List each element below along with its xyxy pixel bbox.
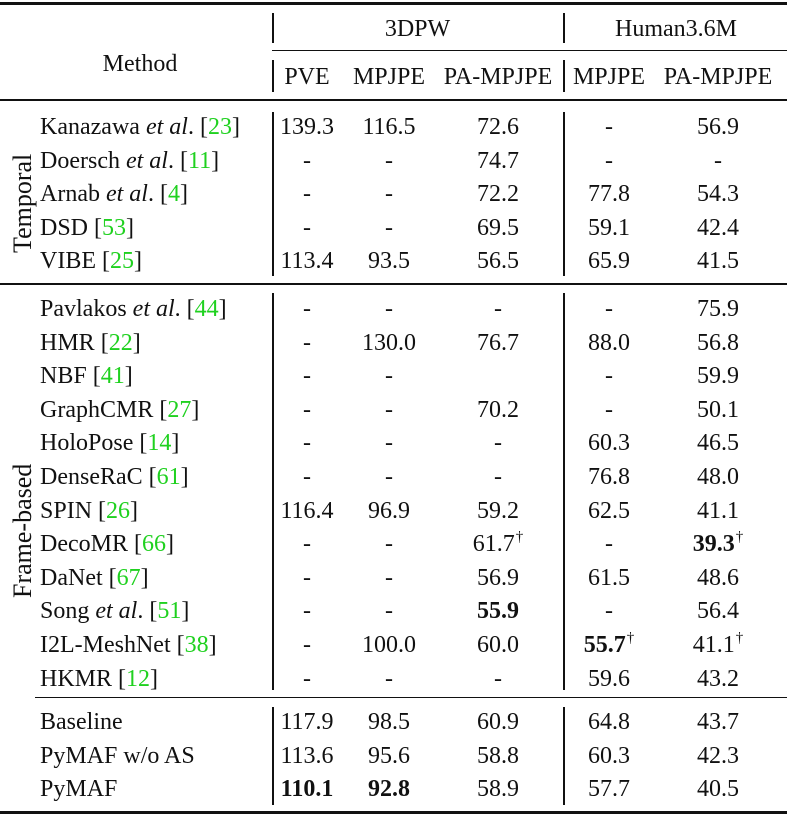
value-cell: 55.9: [477, 598, 519, 625]
method-name: Doersch et al. [11]: [40, 147, 220, 174]
method-name: GraphCMR [27]: [40, 396, 200, 423]
header-divider-2: [563, 13, 565, 43]
et-al: et al: [132, 296, 175, 322]
value-cell: 117.9: [280, 709, 334, 735]
et-al: et al: [105, 181, 148, 208]
col-header-pve: PVE: [284, 64, 330, 90]
method-name: HoloPose [14]: [40, 430, 180, 457]
value-cell: -: [303, 598, 311, 625]
method-label: HoloPose: [40, 430, 134, 457]
citation-link[interactable]: 22: [108, 329, 133, 356]
value-cell: 116.5: [362, 114, 416, 140]
value-cell: 56.4: [697, 598, 739, 625]
method-name: SPIN [26]: [40, 497, 139, 524]
value-cell: 76.7: [477, 329, 519, 356]
dataset-header-3dpw: 3DPW: [384, 16, 451, 42]
value-cell: 113.6: [280, 742, 334, 769]
value-cell: -: [303, 564, 311, 591]
method-name: Song et al. [51]: [40, 598, 190, 625]
group-label-temporal: Temporal: [8, 153, 37, 253]
value-cell: -: [303, 181, 311, 208]
method-name: HKMR [12]: [40, 665, 159, 692]
value-cell: -: [385, 531, 393, 558]
dagger-mark: †: [515, 529, 524, 546]
value-cell: 58.8: [477, 742, 519, 769]
dataset-header-rule: [272, 50, 787, 51]
value-cell: 57.7: [588, 776, 630, 803]
header-divider-1: [272, 13, 274, 43]
value-cell: 98.5: [368, 709, 410, 735]
method-label: Arnab: [40, 181, 100, 208]
value-cell: 59.1: [588, 214, 630, 241]
value-cell: 100.0: [362, 632, 416, 658]
value-cell: 96.9: [368, 497, 410, 524]
value-cell: -: [385, 430, 393, 457]
value-cell: 77.8: [588, 181, 630, 208]
value-cell: -: [385, 296, 393, 322]
value-cell: 76.8: [588, 464, 630, 490]
value-cell: -: [385, 464, 393, 490]
method-name: Pavlakos et al. [44]: [40, 296, 227, 322]
value-cell: 42.3: [697, 742, 739, 769]
value-cell: 74.7: [477, 147, 519, 174]
top-rule: [0, 2, 787, 5]
method-label: NBF: [40, 363, 87, 390]
citation-link[interactable]: 12: [126, 665, 151, 692]
method-name: [40, 772, 117, 806]
value-cell: 88.0: [588, 329, 630, 356]
dagger-mark: †: [735, 630, 744, 646]
value-cell: 48.6: [697, 564, 739, 591]
value-cell: 48.0: [697, 464, 739, 490]
method-label: DecoMR: [40, 531, 128, 558]
value-cell: 116.4: [280, 497, 334, 524]
et-al: et al: [125, 147, 168, 174]
value-cell: 56.8: [697, 329, 739, 356]
method-name: NBF [41]: [40, 363, 133, 390]
citation-link[interactable]: 14: [147, 430, 172, 457]
value-cell: -: [605, 531, 613, 558]
method-label: VIBE: [40, 248, 96, 275]
value-cell: 42.4: [697, 214, 739, 241]
value-cell: 56.9: [477, 564, 519, 591]
value-cell: 50.1: [697, 396, 739, 423]
method-label: Baseline: [40, 709, 123, 735]
dataset-header-h36m: Human3.6M: [615, 16, 737, 42]
value-cell: 95.6: [368, 742, 410, 769]
method-name: VIBE [25]: [40, 248, 142, 275]
value-cell: -: [385, 598, 393, 625]
dagger-mark: †: [626, 630, 635, 646]
value-cell: -: [385, 214, 393, 241]
method-label: Kanazawa: [40, 114, 140, 140]
group-label-frame-based: Frame-based: [8, 463, 37, 598]
value-cell: 59.9: [697, 363, 739, 390]
citation-link[interactable]: 23: [207, 114, 232, 140]
value-cell: 41.1: [697, 497, 739, 524]
value-cell: -: [303, 632, 311, 658]
value-cell: 39.3†: [692, 529, 744, 558]
value-cell: -: [605, 363, 613, 390]
value-cell: 62.5: [588, 497, 630, 524]
citation-link[interactable]: 25: [110, 248, 134, 275]
value-cell: -: [385, 396, 393, 423]
value-cell: 59.2: [477, 497, 519, 524]
header-bottom-rule: [0, 99, 787, 101]
citation-link[interactable]: 38: [184, 632, 209, 658]
method-name: [40, 705, 123, 739]
method-label: DenseRaC: [40, 464, 143, 490]
value-cell: 43.2: [697, 665, 739, 692]
value-cell: -: [385, 147, 393, 174]
citation-link[interactable]: 4: [167, 181, 180, 208]
value-cell: -: [303, 329, 311, 356]
value-cell: 65.9: [588, 248, 630, 275]
value-cell: 60.3: [588, 430, 630, 457]
value-cell: 41.1†: [692, 630, 744, 658]
value-cell: -: [303, 464, 311, 490]
citation-link[interactable]: 44: [194, 296, 219, 322]
header-divider-3: [272, 60, 274, 92]
method-name: DSD [53]: [40, 214, 135, 241]
body-divider-1a: [272, 112, 274, 276]
value-cell: 58.9: [477, 776, 519, 803]
method-label: PyMAF w/o AS: [40, 742, 195, 769]
method-name: Kanazawa et al. [23]: [40, 114, 240, 140]
method-label: I2L-MeshNet: [40, 632, 171, 658]
value-cell: -: [303, 296, 311, 322]
method-label: Pavlakos: [40, 296, 127, 322]
value-cell: 60.9: [477, 709, 519, 735]
citation-link[interactable]: 66: [141, 531, 166, 558]
value-cell: 54.3: [697, 181, 739, 208]
method-name: DaNet [67]: [40, 564, 149, 591]
value-cell: 60.0: [477, 632, 519, 658]
value-cell: 113.4: [280, 248, 334, 275]
method-name: [40, 739, 195, 773]
citation-link[interactable]: 53: [102, 214, 127, 241]
value-cell: -: [605, 296, 613, 322]
value-cell: -: [303, 147, 311, 174]
col-header-mpjpe-h36m: MPJPE: [572, 64, 646, 90]
citation-link[interactable]: 26: [106, 497, 131, 524]
value-cell: -: [494, 665, 502, 692]
value-cell: 92.8: [368, 776, 410, 803]
value-cell: -: [303, 396, 311, 423]
value-cell: 40.5: [697, 776, 739, 803]
method-label: DaNet: [40, 564, 103, 591]
value-cell: 56.5: [477, 248, 519, 275]
value-cell: -: [494, 296, 502, 322]
value-cell: -: [605, 598, 613, 625]
value-cell: -: [385, 564, 393, 591]
value-cell: 75.9: [697, 296, 739, 322]
value-cell: -: [303, 214, 311, 241]
value-cell: -: [385, 665, 393, 692]
value-cell: 56.9: [697, 114, 739, 140]
citation-link[interactable]: 41: [100, 363, 125, 390]
method-label: GraphCMR: [40, 396, 154, 423]
citation-link[interactable]: 67: [116, 564, 141, 591]
value-cell: -: [303, 665, 311, 692]
et-al: et al: [95, 598, 138, 625]
value-cell: 59.6: [588, 665, 630, 692]
value-cell: 46.5: [697, 430, 739, 457]
value-cell: 61.7†: [472, 529, 524, 558]
value-cell: -: [605, 147, 613, 174]
value-cell: -: [385, 181, 393, 208]
citation-link[interactable]: 61: [156, 464, 181, 490]
method-name: HMR [22]: [40, 329, 141, 356]
citation-link[interactable]: 51: [157, 598, 182, 625]
value-cell: 70.2: [477, 396, 519, 423]
value-cell: -: [385, 363, 393, 390]
value-cell: -: [303, 363, 311, 390]
value-cell: 139.3: [280, 114, 334, 140]
value-cell: -: [605, 114, 613, 140]
ours-separator-rule: [35, 697, 787, 698]
value-cell: 60.3: [588, 742, 630, 769]
value-cell: -: [303, 430, 311, 457]
value-cell: -: [605, 396, 613, 423]
value-cell: 72.2: [477, 181, 519, 208]
bottom-rule: [0, 811, 787, 814]
method-header: Method: [102, 51, 178, 77]
method-label: PyMAF: [40, 776, 118, 803]
value-cell: 110.1: [280, 776, 334, 803]
col-header-mpjpe-3dpw: MPJPE: [352, 64, 426, 90]
body-divider-1b: [272, 293, 274, 690]
citation-link[interactable]: 11: [187, 147, 212, 174]
value-cell: -: [494, 430, 502, 457]
value-cell: -: [714, 147, 722, 174]
value-cell: 55.7†: [583, 630, 635, 658]
value-cell: 64.8: [588, 709, 630, 735]
col-header-pampjpe-3dpw: PA-MPJPE: [443, 64, 553, 90]
citation-link[interactable]: 27: [167, 396, 192, 423]
value-cell: 130.0: [362, 329, 416, 356]
value-cell: 93.5: [368, 248, 410, 275]
method-label: HKMR: [40, 665, 113, 692]
body-divider-1c: [272, 707, 274, 805]
group-separator-rule: [0, 283, 787, 285]
method-name: I2L-MeshNet [38]: [40, 632, 217, 658]
value-cell: 43.7: [697, 709, 739, 735]
method-label: Doersch: [40, 147, 120, 174]
method-label: SPIN: [40, 497, 93, 524]
method-name: Arnab et al. [4]: [40, 181, 188, 208]
value-cell: -: [303, 531, 311, 558]
value-cell: 41.5: [697, 248, 739, 275]
method-label: DSD: [40, 214, 89, 241]
value-cell: 69.5: [477, 214, 519, 241]
et-al: et al: [145, 114, 188, 140]
method-name: DenseRaC [61]: [40, 464, 189, 490]
method-label: HMR: [40, 329, 95, 356]
value-cell: 61.5: [588, 564, 630, 591]
col-header-pampjpe-h36m: PA-MPJPE: [663, 64, 773, 90]
method-name: DecoMR [66]: [40, 531, 174, 558]
value-cell: 72.6: [477, 114, 519, 140]
value-cell: -: [494, 464, 502, 490]
method-label: Song: [40, 598, 90, 625]
dagger-mark: †: [735, 529, 744, 546]
